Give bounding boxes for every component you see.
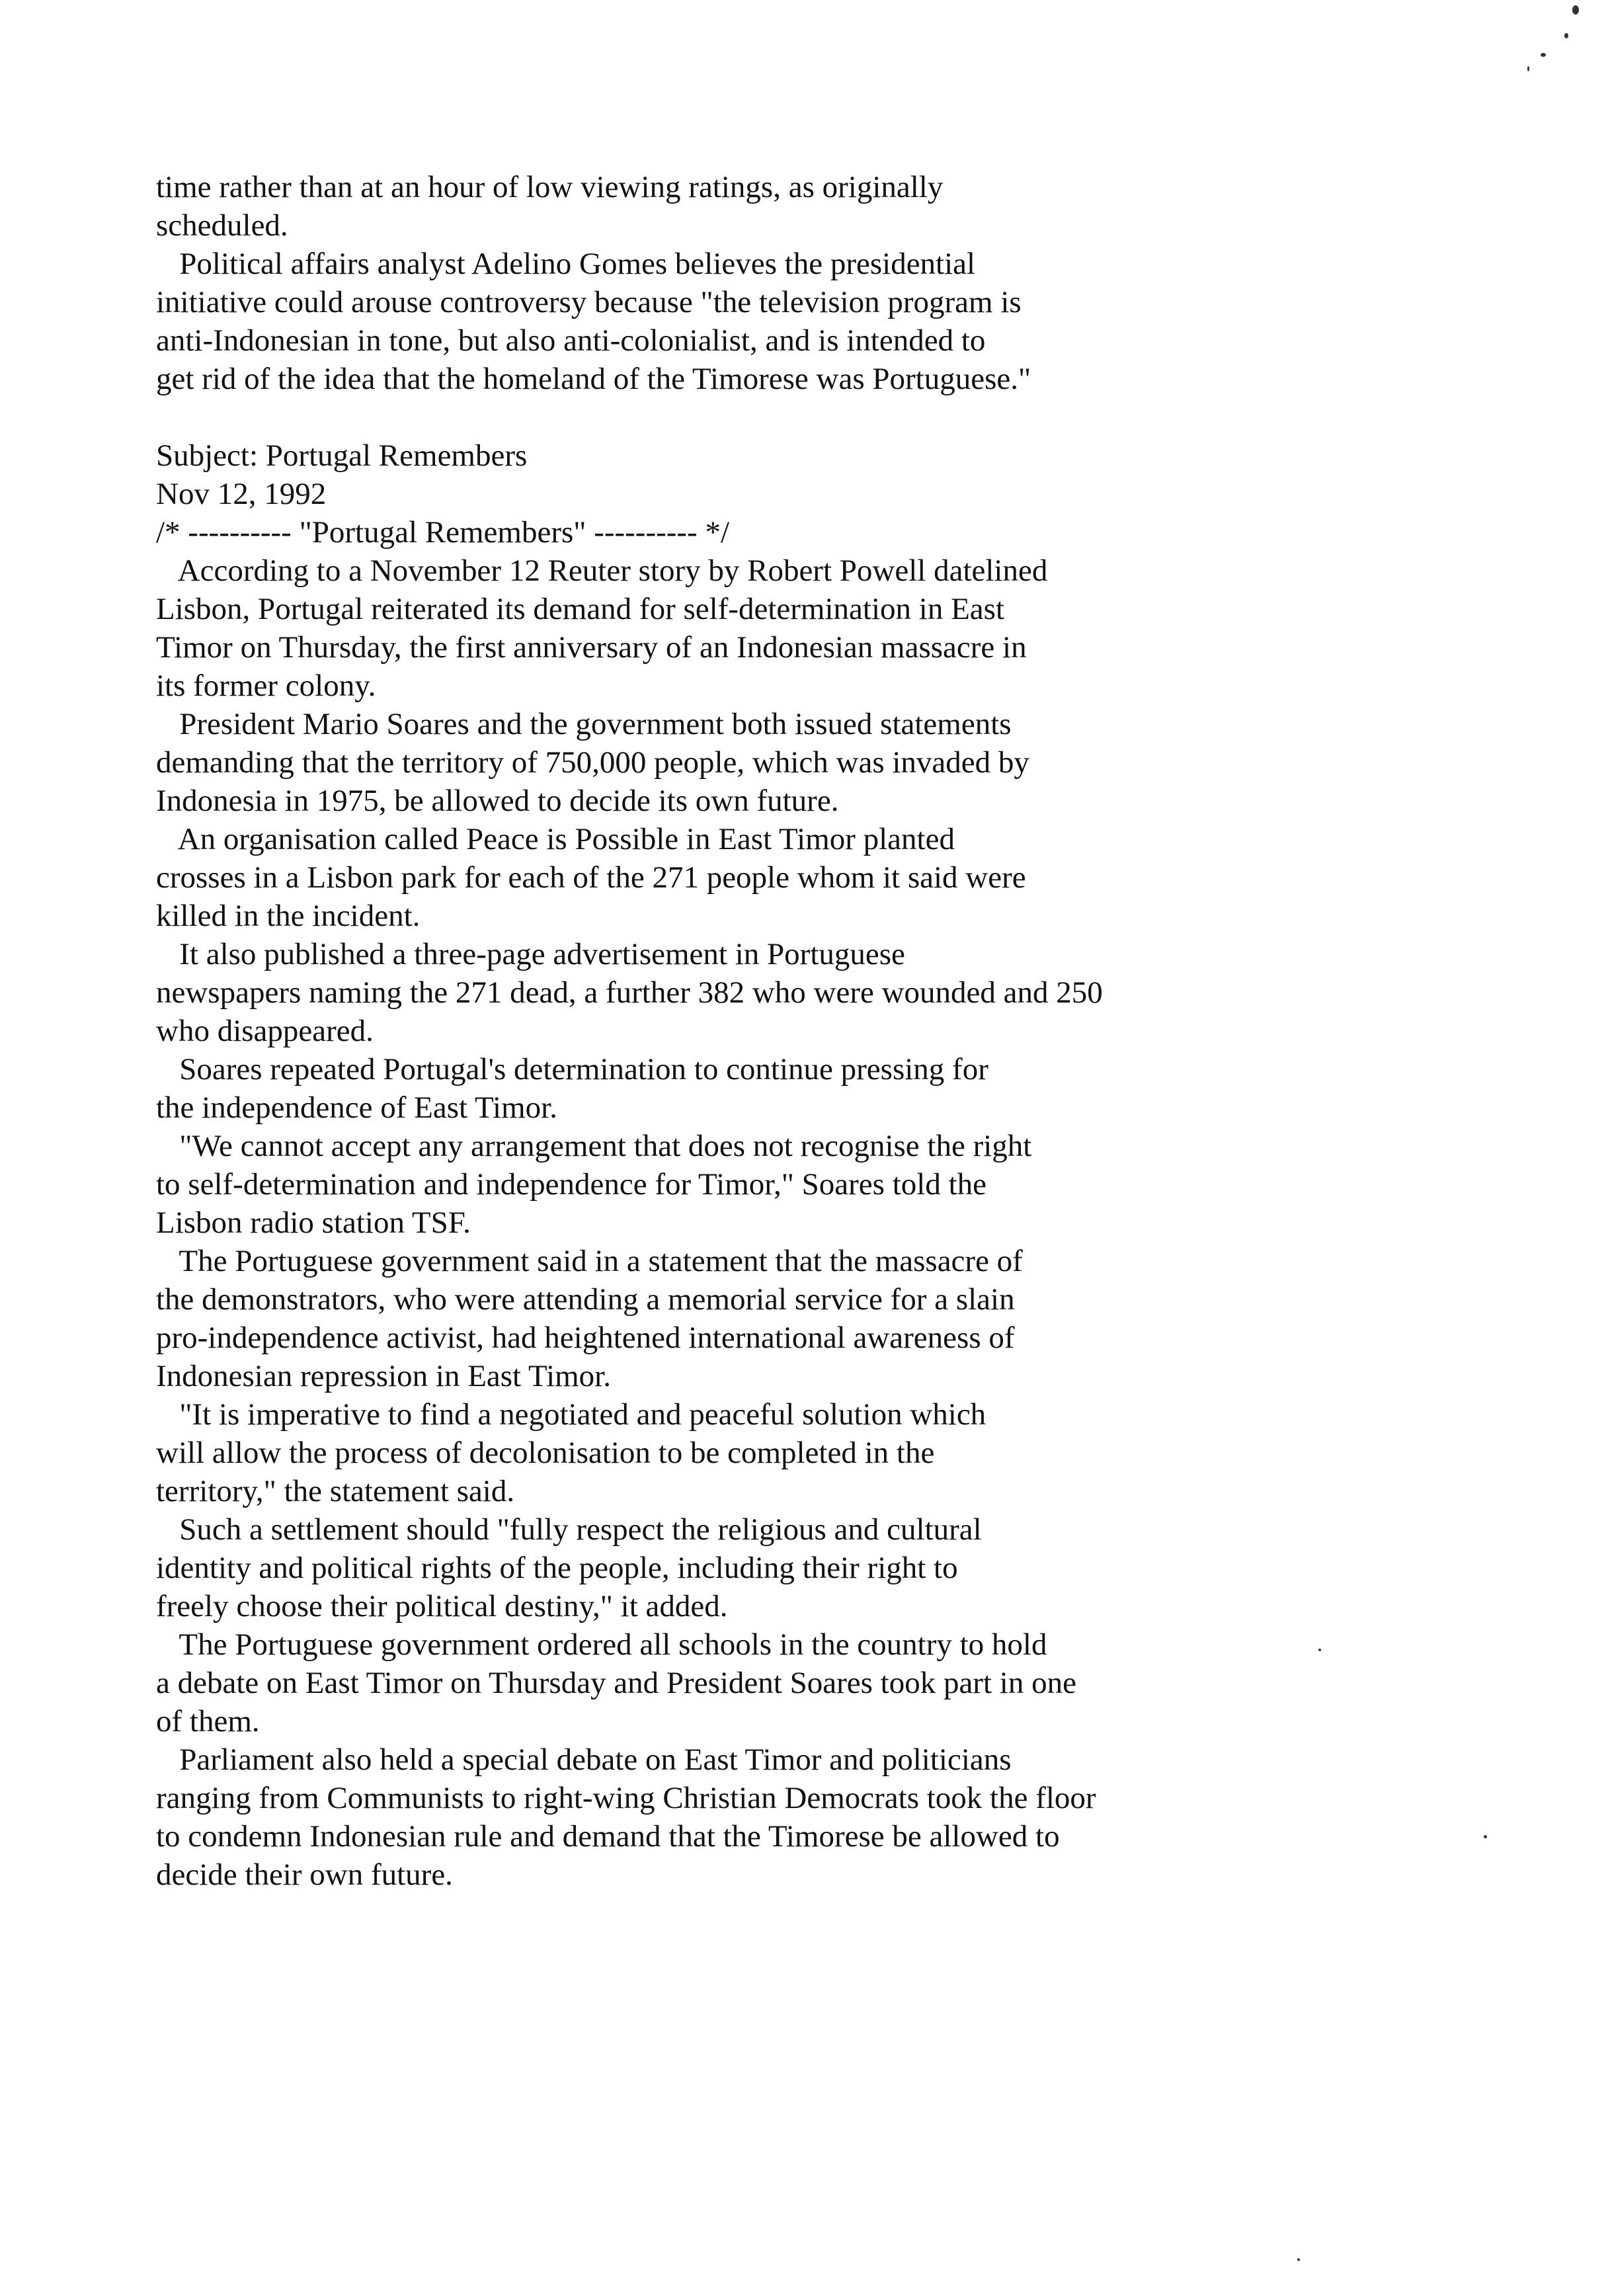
scan-speck xyxy=(1484,1835,1487,1838)
text-line: According to a November 12 Reuter story by Robert Powell datelined xyxy=(156,554,1048,588)
scan-speck xyxy=(1318,1649,1321,1651)
text-line: Such a settlement should "fully respect the religious and cultural xyxy=(156,1512,982,1547)
text-line: The Portuguese government ordered all schools in the country to hold xyxy=(156,1627,1047,1662)
text-line: of them. xyxy=(156,1704,260,1739)
scan-speck xyxy=(1541,53,1546,57)
text-line: initiative could arouse controversy because "the television program is xyxy=(156,285,1022,319)
scan-speck xyxy=(1564,33,1568,38)
text-line: to self-determination and independence for Timor," Soares told the xyxy=(156,1167,986,1202)
scan-speck xyxy=(1527,66,1529,71)
text-line: scheduled. xyxy=(156,208,288,243)
text-line: Indonesian repression in East Timor. xyxy=(156,1359,611,1393)
text-line: Parliament also held a special debate on East Timor and politicians xyxy=(156,1742,1012,1777)
text-line: anti-Indonesian in tone, but also anti-colonialist, and is intended to xyxy=(156,323,986,358)
text-line: get rid of the idea that the homeland of the Timorese was Portuguese." xyxy=(156,362,1031,396)
scan-speck xyxy=(1572,5,1579,15)
text-line: crosses in a Lisbon park for each of the 271 people whom it said were xyxy=(156,860,1026,895)
text-line: Lisbon radio station TSF. xyxy=(156,1206,471,1240)
text-line: Indonesia in 1975, be allowed to decide its own future. xyxy=(156,784,839,818)
text-line: killed in the incident. xyxy=(156,899,421,933)
text-line: The Portuguese government said in a statement that the massacre of xyxy=(156,1244,1023,1278)
text-line: ranging from Communists to right-wing Christian Democrats took the floor xyxy=(156,1781,1096,1815)
text-line: a debate on East Timor on Thursday and President Soares took part in one xyxy=(156,1666,1076,1700)
text-line: "It is imperative to find a negotiated and peaceful solution which xyxy=(156,1397,986,1432)
text-line: territory," the statement said. xyxy=(156,1474,515,1508)
text-line: newspapers naming the 271 dead, a further 382 who were wounded and 250 xyxy=(156,975,1103,1010)
scan-speck xyxy=(1297,2258,1300,2261)
article-separator: /* ---------- "Portugal Remembers" ---------- */ xyxy=(156,515,730,550)
article-date: Nov 12, 1992 xyxy=(156,477,327,511)
text-line: will allow the process of decolonisation to be completed in the xyxy=(156,1436,935,1470)
text-line: It also published a three-page advertisement in Portuguese xyxy=(156,937,905,971)
text-line: Lisbon, Portugal reiterated its demand for self-determination in East xyxy=(156,592,1004,626)
text-line: time rather than at an hour of low viewing ratings, as originally xyxy=(156,170,944,204)
text-line: the demonstrators, who were attending a memorial service for a slain xyxy=(156,1282,1015,1317)
text-line: Timor on Thursday, the first anniversary of an Indonesian massacre in xyxy=(156,630,1027,665)
text-line: to condemn Indonesian rule and demand that the Timorese be allowed to xyxy=(156,1819,1060,1854)
article-subject: Subject: Portugal Remembers xyxy=(156,438,528,473)
text-line: its former colony. xyxy=(156,669,376,703)
text-line: identity and political rights of the people, including their right to xyxy=(156,1551,958,1585)
text-line: who disappeared. xyxy=(156,1014,374,1048)
intro-text xyxy=(156,168,1465,398)
text-line: Political affairs analyst Adelino Gomes believes the presidential xyxy=(156,247,976,281)
text-line: Soares repeated Portugal's determination to continue pressing for xyxy=(156,1052,988,1086)
text-line: President Mario Soares and the government both issued statements xyxy=(156,707,1012,741)
text-line: demanding that the territory of 750,000 people, which was invaded by xyxy=(156,745,1029,780)
text-line: pro-independence activist, had heightened international awareness of xyxy=(156,1321,1015,1355)
article-text xyxy=(156,436,1465,1894)
text-line: freely choose their political destiny," it added. xyxy=(156,1589,728,1623)
text-line: "We cannot accept any arrangement that does not recognise the right xyxy=(156,1129,1032,1163)
text-line: decide their own future. xyxy=(156,1858,453,1892)
text-line: the independence of East Timor. xyxy=(156,1090,557,1125)
text-line: An organisation called Peace is Possible in East Timor planted xyxy=(156,822,955,856)
